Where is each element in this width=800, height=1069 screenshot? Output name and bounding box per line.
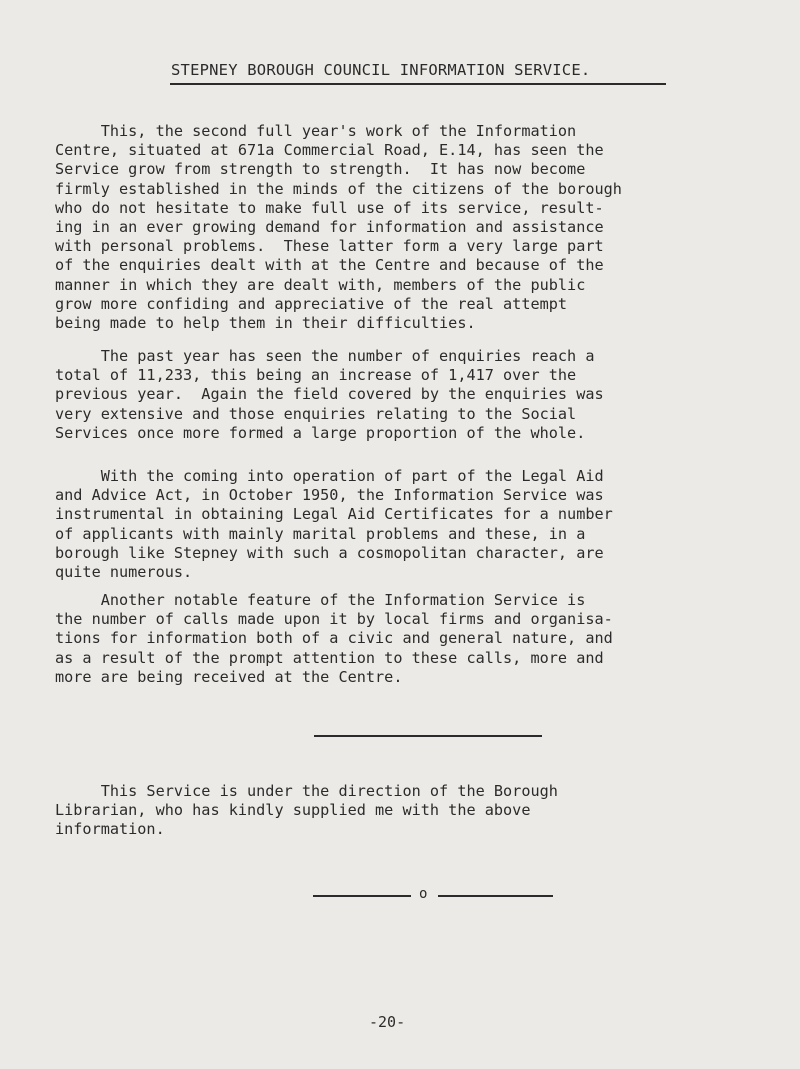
text-line: being made to help them in their difficulties.: [55, 314, 476, 333]
text-line: The past year has seen the number of enquiries reach a: [55, 347, 595, 365]
text-line: of the enquiries dealt with at the Centre and because of the: [55, 256, 604, 275]
text-line: With the coming into operation of part of the Legal Aid: [55, 467, 604, 485]
text-line: This Service is under the direction of the Borough: [55, 782, 558, 800]
end-of-section-mark: [313, 884, 553, 904]
text-line: with personal problems. These latter form a very large part: [55, 237, 604, 256]
text-line: and Advice Act, in October 1950, the Information Service was: [55, 486, 604, 505]
text-line: Services once more formed a large proportion of the whole.: [55, 423, 586, 442]
text-line: very extensive and those enquiries relating to the Social: [55, 404, 577, 423]
section-divider: [314, 735, 542, 737]
text-line: of applicants with mainly marital problems and these, in a: [55, 524, 586, 543]
text-line: Another notable feature of the Information Service is: [55, 591, 586, 609]
text-line: This, the second full year's work of the Information: [55, 122, 577, 140]
text-line: tions for information both of a civic and general nature, and: [55, 629, 613, 648]
end-mark-glyph: o: [419, 886, 428, 902]
text-line: manner in which they are dealt with, members of the public: [55, 275, 586, 294]
paragraph-5: [55, 782, 755, 840]
text-line: borough like Stepney with such a cosmopolitan character, are: [55, 543, 604, 562]
end-rule-right: [438, 895, 553, 897]
text-line: as a result of the prompt attention to these calls, more and: [55, 648, 604, 667]
paragraph-2: [55, 347, 755, 443]
text-line: total of 11,233, this being an increase of 1,417 over the: [55, 366, 577, 385]
text-line: Service grow from strength to strength. It has now become: [55, 160, 586, 179]
text-line: ing in an ever growing demand for information and assistance: [55, 218, 604, 237]
paragraph-3: [55, 467, 755, 582]
text-line: grow more confiding and appreciative of the real attempt: [55, 294, 568, 313]
page-number: -20-: [369, 1013, 406, 1031]
text-line: firmly established in the minds of the citizens of the borough: [55, 179, 622, 198]
text-line: instrumental in obtaining Legal Aid Certificates for a number: [55, 505, 613, 524]
text-line: quite numerous.: [55, 563, 193, 582]
text-line: Librarian, who has kindly supplied me with the above: [55, 801, 531, 820]
text-line: more are being received at the Centre.: [55, 667, 403, 686]
text-line: Centre, situated at 671a Commercial Road, E.14, has seen the: [55, 141, 604, 160]
text-line: who do not hesitate to make full use of its service, result-: [55, 198, 604, 217]
paragraph-1: [55, 122, 755, 333]
paragraph-4: [55, 591, 755, 687]
text-line: information.: [55, 820, 165, 839]
text-line: the number of calls made upon it by local firms and organisa-: [55, 610, 613, 629]
title-underline: [170, 83, 666, 85]
text-line: previous year. Again the field covered by the enquiries was: [55, 385, 604, 404]
end-rule-left: [313, 895, 411, 897]
page-title: STEPNEY BOROUGH COUNCIL INFORMATION SERVICE.: [171, 61, 591, 79]
